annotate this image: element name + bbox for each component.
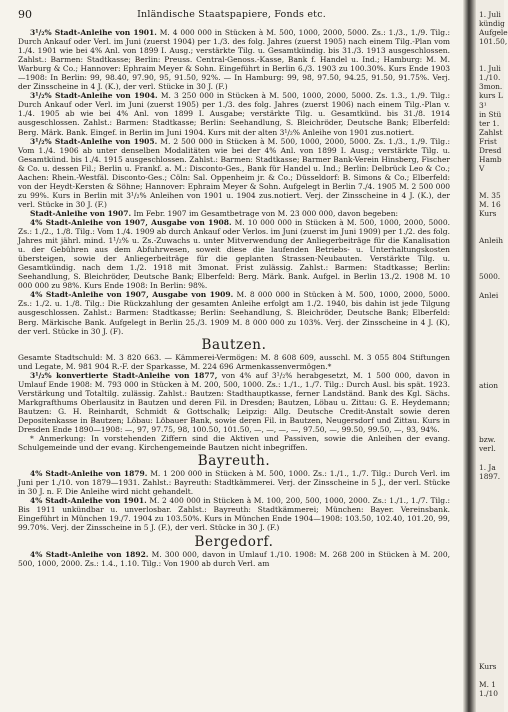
facing-page-fragment: 5000. (479, 272, 501, 282)
bond-text: M. 300 000, davon in Umlauf 1./10. 1908: M. 268 200 in Stücken à M. 200, 500, 1000, 2000. Zs.: 1.4., 1.10. Tilg.: Von 1900 ab durch Verl. am (18, 549, 450, 568)
facing-page-fragment: Kurs (479, 661, 497, 671)
facing-page-fragment: ter 1. (479, 118, 500, 128)
bond-text: M. 4 000 000 in Stücken à M. 500, 1000, 2000, 5000. Zs.: 1./3., 1./9. Tilg.: Durch Ankauf oder Verl. im Juni (zuerst 1904) per 1./3. des folg. Jahres (zuerst 1905) nach einem Tilg.-Plan vom 1./4. 1901 wie bei 4% Anl. von 1899 I. Ausg.; verstärkte Tilg. u. Gesamtkündig. bis 31./3. 1913 ausgeschlossen. Zahlst.: Barmen: Stadtkasse; Berlin: Preuss. Central-Genoss.-Kasse, Bank f. Handel u. Ind.; Hamburg: M. M. Warburg & Co.; Hannover: Ephraim Meyer & Sohn. Eingeführt in Berlin 6./3. 1903 zu 100.30%. Kurs Ende 1903—1908: In Berlin: 99, 98.40, 97.90, 95, 91.50, 92%. — In Hamburg: 99, 98, 97.50, 94.25, 91.50, 91.75%. Verj. der Zinsscheine in 4 J. (K.), der verl. Stücke in 30 J. (F.) (18, 28, 450, 92)
bond-text: von 4% auf 3¹/₂% herabgesetzt, M. 1 500 000, davon in Umlauf Ende 1908: M. 793 000 in Stücken à M. 200, 500, 1000. Zs.: 1./1., 1./7. Tilg.: Durch Ausl. bis spät. 1923. Verstärkung und Totaltilg. zulässig. Zahlst.: Bautzen: Stadthauptkasse, ferner Landständ. Bank des Kgl. Sächs. Markgrafthums Oberlausitz in Bautzen und deren Fil. in Dresden; Bautzen, Löbau u. Zittau: G. E. Heydemann; Bautzen: G. H. Reinhardt, Schmidt & Gottschalk; Leipzig: Allg. Deutsche Credit-Anstalt sowie deren Depositenkasse in Bautzen; Löbau: Löbauer Bank, sowie deren Fil. in Bautzen, Neugersdorf und Zittau. Kurs in Dresden Ende 1890—1908: —, 97, 97.75, 98, 100.50, 101.50, —, —, —, —, 97.50, —, 99.50, 99.50, —, 93, 94%. (18, 370, 450, 435)
bond-entry (18, 209, 450, 218)
bond-entry (18, 28, 450, 91)
bond-entry (18, 469, 450, 496)
facing-page-fragment: 1. Juli (479, 64, 501, 74)
facing-page-fragment: 1. Juli (479, 10, 501, 19)
bond-title: 4% Stadt-Anleihe von 1907, Ausgabe von 1909. (30, 290, 234, 300)
bond-text: Gesamte Stadtschuld: M. 3 820 663. — Kämmerei-Vermögen: M. 8 608 609, ausschl. M. 3 055 804 Stiftungen und Legate, M. 981 904 R.-F. der Sparkasse, M. 224 696 Armenkassenvermögen.* (18, 352, 450, 371)
facing-page-fragment: 1. Ja (479, 462, 496, 472)
bond-text: M. 8 000 000 in Stücken à M. 500, 1000, 2000, 5000. Zs.: 1./2. u. 1./8. Tilg.: Die Rückzahlung der gesamten Anleihe erfolgt am 1./2. 1940, bis dahin ist jede Tilgung ausgeschlossen. Zahlst.: Barmen: Stadtkasse; Berlin: Seehandlung, S. Bleichröder, Deutsche Bank; Elberfeld: Berg. Märkische Bank. Aufgelegt in Berlin 25./3. 1909 M. 8 000 000 zu 103%. Verj. der Zinsscheine in 4 J. (K), der verl. Stücke in 30 J. (F). (18, 290, 450, 336)
bond-text: M. 10 000 000 in Stücken à M. 500, 1000, 2000, 5000. Zs.: 1./2., 1./8. Tilg.: Vom 1./4. 1909 ab durch Ankauf oder Verlos. im Juni (zuerst im Juni 1909) per 1./2. des folg. Jahres mit jährl. mind. 1¹/₂% u. Zs.-Zuwachs u. unter Mitverwendung der Anliegerbeiträge für die Kanalisation u. der Gebühren aus dem Abfuhrwesen, soweit diese die laufenden Betriebs- u. Unterhaltungskosten übersteigen, sowie der Anliegerbeiträge für die geplanten Strassen-Neubauten. Verstärkte Tilg. u. Gesamtkündig. nach dem 1./2. 1918 mit 3monat. Frist zulässig. Zahlst.: Barmen: Stadtkasse; Berlin: Seehandlung, S. Bleichröder, Deutsche Bank; Elberfeld: Berg. Märk. Bank. Aufgel. in Berlin 13./2. 1908 M. 10 000 000 zu 98%. Kurs Ende 1908: In Berlin: 98%. (18, 217, 450, 291)
city-heading: Bergedorf. (194, 533, 274, 550)
bond-text: M. 1 200 000 in Stücken à M. 500, 1000. Zs.: 1./1., 1./7. Tilg.: Durch Verl. im Juni per 1./10. von 1879—1931. Zahlst.: Bayreuth: Stadtkämmerei. Verj. der Zinsscheine in 5 J., der verl. Stücke in 30 J. n. F. Die Anleihe wird nicht gehandelt. (18, 469, 450, 497)
bond-title: 3¹/₂% Stadt-Anleihe von 1901. (30, 28, 157, 37)
bond-text: M. 2 500 000 in Stücken à M. 500, 1000, 2000, 5000. Zs. 1./3., 1./9. Tilg.: Vom 1./4. 1906 ab unter denselben Modalitäten wie bei der 4% Anl. von 1899 I. Ausg.; verstärkte Tilg. u. Gesamtkünd. bis 1./4. 1915 ausgeschlossen. Zahlst.: Barmen: Stadtkasse; Barmer Bank-Verein Hinsberg, Fischer & Co. u. dessen Fil.; Berlin u. Frankf. a. M.: Disconto-Ges., Bank für Handel u. Ind.; Berlin: Delbrück Leo & Co.; Aachen: Rhein.-Westfäl. Disconto-Ges.; Cöln: Sal. Oppenheim jr. & Co.; Düsseldorf: B. Simons & Co.; Elberfeld: von der Heydt-Kersten & Söhne; Hannover: Ephraim Meyer & Sohn. Aufgelegt in Berlin 7./4. 1905 M. 2 500 000 zu 99%. Kurs in Berlin mit 3¹/₂% Anleihen von 1901 u. 1904 zus.notiert. Verj. der Zinsscheine in 4 J. (K.), der verl. Stücke in 30 J. (F.) (18, 136, 450, 209)
facing-page-fragment: Anleih (479, 236, 503, 246)
bond-entry (18, 91, 450, 136)
page-header (18, 8, 445, 22)
footnote: * Anmerkung: In vorstehenden Ziffern sind die Aktiven und Passiven, sowie die Anleihen der evang. Schulgemeinde und der evang. Kirchengemeinde Bautzen nicht inbegriffen. (18, 434, 450, 453)
bond-title: 3¹/₂% konvertierte Stadt-Anleihe von 1877, (30, 370, 218, 380)
facing-page-fragment: verl. (479, 444, 496, 454)
facing-page-fragment: 3¹ (479, 100, 487, 110)
bond-entry (18, 496, 450, 532)
facing-page-fragment: Dresd (479, 145, 502, 155)
bond-title: 4% Stadt-Anleihe von 1901. (30, 496, 147, 506)
facing-page-fragment: M. 35 (479, 191, 501, 200)
page-number: 90 (18, 8, 32, 21)
book-gutter (463, 0, 476, 712)
facing-page-fragment: Kurs (479, 209, 497, 219)
bond-text: M. 2 400 000 in Stücken à M. 100, 200, 500, 1000, 2000. Zs.: 1./1., 1./7. Tilg.: Bis 1911 unkündbar u. unverlosbar. Zahlst.: Bayreuth: Stadtkämmerei; München: Bayer. Vereinsbank. Eingeführt in München 19./7. 1904 zu 103.50%. Kurs in München Ende 1904—1908: 103.50, 102.40, 101.20, 99, 99.70%. Verj. der Zinsscheine in 5 J. (F.), der verl. Stücke in 30 J. (F.) (18, 496, 450, 533)
facing-page-fragment: Zahlst (479, 127, 503, 137)
facing-page-fragment: 101.50, (479, 37, 508, 47)
facing-page-fragment: M. 16 (479, 200, 501, 210)
bond-title: 3¹/₂% Stadt-Anleihe von 1905. (30, 136, 158, 146)
facing-page-fragment: V (479, 163, 485, 173)
facing-page-fragment: Frist (479, 136, 497, 146)
facing-page-fragment: 1897. (479, 471, 501, 481)
facing-page-fragment: 1./10 (479, 688, 498, 698)
facing-page-fragment: 3mon. (479, 82, 503, 92)
bond-text: M. 3 250 000 in Stücken à M. 500, 1000, 2000, 5000. Zs. 1.3., 1./9. Tilg.: Durch Ankauf oder Verl. im Juni (zuerst 1905) per 1./3. des folg. Jahres (zuerst 1906) nach einem Tilg.-Plan v. 1./4. 1905 ab wie bei 4% Anl. von 1899 I. Ausgabe; verstärkte Tilg. u. Gesamtkünd. bis 31./8. 1914 ausgeschlossen. Zahlst.: Barmen: Stadtkasse; Berlin: Seehandlung, S. Bleichröder, Deutsche Bank; Elberfeld: Berg. Märk. Bank. Eingef. in Berlin im Juni 1904. Kurs mit der alten 3¹/₂% Anleihe von 1901 zus.notiert. (18, 91, 450, 137)
bond-title: 4% Stadt-Anleihe von 1879. (30, 469, 148, 479)
city-heading: Bayreuth. (197, 453, 271, 470)
facing-page-fragment: bzw. (479, 435, 496, 445)
bond-text: Im Febr. 1907 im Gesamtbetrage von M. 23 000 000, davon begeben: (133, 208, 399, 218)
bond-entry (18, 550, 450, 568)
running-title: Inländische Staatspapiere, Fonds etc. (137, 9, 326, 20)
bond-entry (18, 137, 450, 209)
facing-page-fragment: kündig (479, 19, 505, 29)
bond-title: 4% Stadt-Anleihe von 1907, Ausgabe von 1908. (30, 217, 232, 227)
facing-page-fragment: M. 1 (479, 679, 496, 689)
facing-page-fragment: ation (479, 381, 498, 391)
facing-page-fragment: in Stü (479, 109, 502, 119)
city-heading: Bautzen. (201, 336, 267, 353)
facing-page-fragment: Aufgele (479, 28, 508, 38)
text-column (18, 28, 450, 568)
facing-page-fragment: Hamb (479, 154, 502, 164)
bond-entry (18, 371, 450, 434)
bond-title: 4% Stadt-Anleihe von 1892. (30, 549, 149, 559)
facing-page-fragment: 1./10. (479, 73, 501, 83)
bond-entry (18, 290, 450, 335)
facing-page-fragment: kurs L (479, 91, 503, 101)
bond-entry (18, 218, 450, 290)
facing-page-fragment: Anlei (479, 290, 499, 300)
bond-title: Stadt-Anleihe von 1907. (30, 208, 132, 218)
bond-entry (18, 353, 450, 371)
facing-page-edge (476, 0, 508, 712)
bond-title: 3¹/₂% Stadt-Anleihe von 1904. (30, 91, 158, 101)
